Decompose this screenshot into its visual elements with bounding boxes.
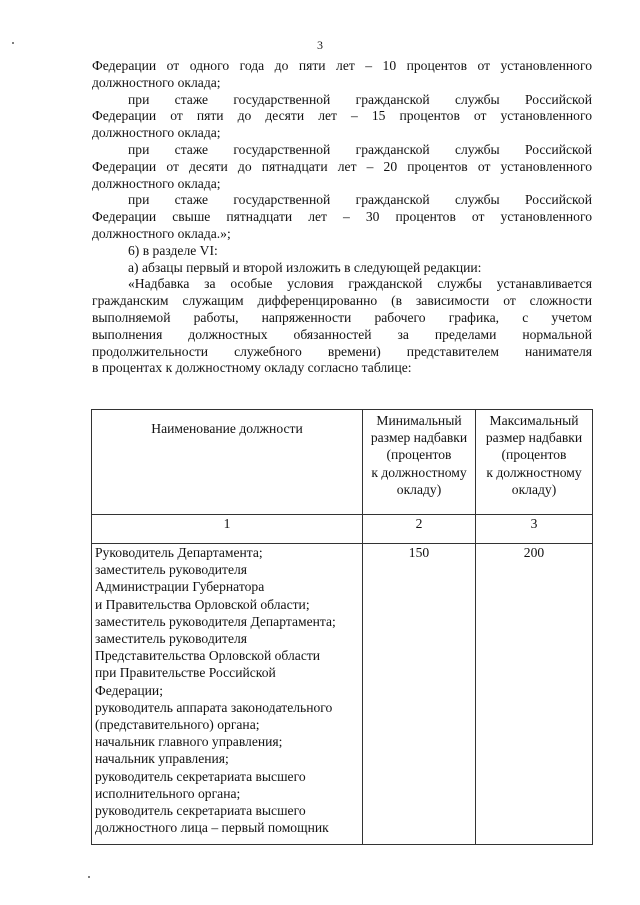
header-text: размер надбавки <box>485 430 583 446</box>
body-line: выполнения должностных обязанностей за пределами нормальной <box>92 326 592 342</box>
body-line: при стаже государственной гражданской службы Российской <box>128 141 592 157</box>
body-line: Федерации от одного года до пяти лет – 10 процентов от установленного <box>92 58 592 73</box>
header-text: Максимальный <box>489 413 579 428</box>
header-text: (процентов <box>386 447 452 463</box>
position-title: заместитель руководителя Департамента; <box>95 613 336 629</box>
column-number: 2 <box>363 515 476 544</box>
body-line: должностного оклада; <box>92 175 221 191</box>
header-position-name <box>92 410 363 515</box>
position-title: и Правительства Орловской области; <box>95 596 310 612</box>
body-line: а) абзацы первый и второй изложить в следующей редакции: <box>128 259 482 275</box>
position-title: начальник управления; <box>95 751 229 767</box>
position-title: при Правительстве Российской <box>95 665 276 681</box>
header-max-allowance <box>476 410 593 515</box>
position-title: Представительства Орловской области <box>95 648 321 664</box>
table-row <box>92 544 593 845</box>
body-line: «Надбавка за особые условия гражданской службы устанавливается <box>128 276 592 292</box>
body-line: должностного оклада; <box>92 125 221 141</box>
header-text: к должностному <box>486 464 582 480</box>
header-text: Минимальный <box>376 413 462 428</box>
body-line: Федерации от десяти до пятнадцати лет – 20 процентов от установленного <box>92 158 592 174</box>
column-number: 1 <box>92 515 363 544</box>
column-number-row <box>92 515 593 544</box>
body-line: должностного оклада.»; <box>92 225 231 241</box>
allowance-table <box>91 409 593 845</box>
header-text: окладу) <box>396 481 442 497</box>
position-title: Федерации; <box>95 682 163 698</box>
body-line: гражданским служащим дифференцированно (в зависимости от сложности <box>92 293 592 309</box>
position-title: заместитель руководителя <box>95 562 248 578</box>
position-list-cell <box>92 544 363 845</box>
position-title: Администрации Губернатора <box>95 579 265 595</box>
body-line: при стаже государственной гражданской службы Российской <box>128 91 592 107</box>
body-line: выполняемой работы, напряженности рабочего графика, с учетом <box>92 309 592 325</box>
position-title: руководитель секретариата высшего <box>95 803 306 819</box>
min-allowance-value: 150 <box>363 544 476 845</box>
header-text: размер надбавки <box>370 430 468 446</box>
body-line: в процентах к должностному окладу согласно таблице: <box>92 360 412 376</box>
page-number: 3 <box>317 38 323 52</box>
position-title: заместитель руководителя <box>95 631 248 647</box>
header-text: Наименование должности <box>151 421 303 436</box>
body-line: при стаже государственной гражданской службы Российской <box>128 192 592 208</box>
position-title: (представительного) органа; <box>95 717 260 733</box>
header-text: (процентов <box>501 447 567 463</box>
scan-speck <box>12 42 14 44</box>
body-line: Федерации свыше пятнадцати лет – 30 процентов от установленного <box>92 209 592 225</box>
position-title: должностного лица – первый помощник <box>95 820 329 836</box>
section-heading: 6) в разделе VI: <box>128 242 218 258</box>
position-title: начальник главного управления; <box>95 734 283 750</box>
position-title: исполнительного органа; <box>95 785 241 801</box>
header-text: к должностному <box>371 464 467 480</box>
position-title: руководитель секретариата высшего <box>95 768 306 784</box>
scan-speck <box>88 876 90 878</box>
table-header-row <box>92 410 593 515</box>
position-title: Руководитель Департамента; <box>95 545 263 560</box>
max-allowance-value: 200 <box>476 544 593 845</box>
body-line: Федерации от пяти до десяти лет – 15 процентов от установленного <box>92 108 592 124</box>
document-body <box>92 58 592 377</box>
body-line: продолжительности служебного времени) представителем нанимателя <box>92 343 592 359</box>
header-text: окладу) <box>511 481 557 497</box>
body-line: должностного оклада; <box>92 74 221 90</box>
position-title: руководитель аппарата законодательного <box>95 699 333 715</box>
header-min-allowance <box>363 410 476 515</box>
column-number: 3 <box>476 515 593 544</box>
